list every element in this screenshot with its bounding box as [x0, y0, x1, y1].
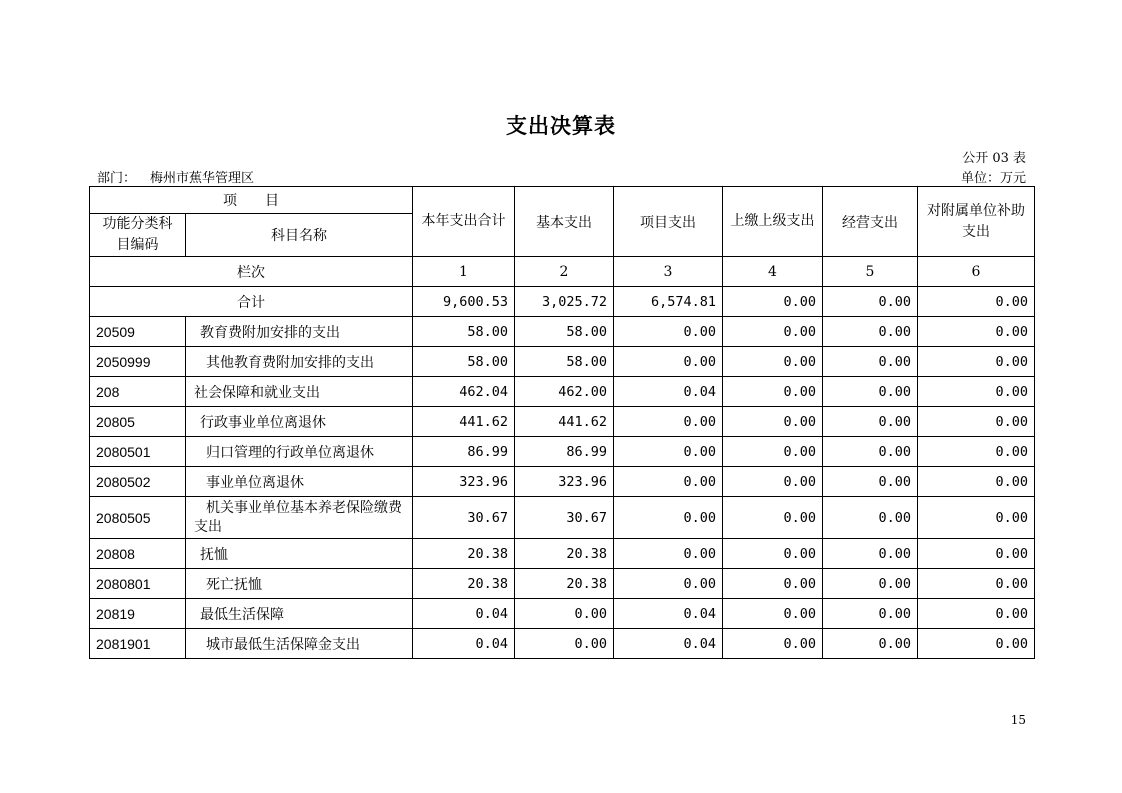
row-value: 20.38: [515, 539, 614, 569]
total-value: 0.00: [723, 287, 823, 317]
row-value: 441.62: [515, 407, 614, 437]
row-value: 0.00: [918, 407, 1035, 437]
row-code: 2080505: [90, 497, 186, 539]
table-row: [90, 629, 1035, 659]
page-title: 支出决算表: [506, 113, 616, 138]
row-value: 30.67: [515, 497, 614, 539]
total-label: 合计: [90, 287, 413, 317]
row-name: 机关事业单位基本养老保险缴费支出: [186, 497, 413, 539]
row-value: 86.99: [413, 437, 515, 467]
seq-number: 1: [413, 257, 515, 287]
table-row: [90, 317, 1035, 347]
row-value: 20.38: [515, 569, 614, 599]
row-name: 抚恤: [186, 539, 413, 569]
row-value: 0.00: [614, 539, 723, 569]
header-func-code: 功能分类科目编码: [90, 214, 186, 257]
table-row: [90, 467, 1035, 497]
total-value: 3,025.72: [515, 287, 614, 317]
row-value: 0.00: [614, 437, 723, 467]
header-col-operating: 经营支出: [823, 187, 918, 257]
department-label: 部门：: [97, 171, 137, 186]
header-col-total: 本年支出合计: [413, 187, 515, 257]
header-col-remit: 上缴上级支出: [723, 187, 823, 257]
row-value: 0.00: [823, 569, 918, 599]
row-value: 58.00: [413, 347, 515, 377]
row-value: 462.04: [413, 377, 515, 407]
row-value: 0.00: [723, 377, 823, 407]
row-value: 0.04: [413, 629, 515, 659]
row-name: 其他教育费附加安排的支出: [186, 347, 413, 377]
total-value: 6,574.81: [614, 287, 723, 317]
row-value: 58.00: [413, 317, 515, 347]
row-value: 0.00: [918, 497, 1035, 539]
row-code: 208: [90, 377, 186, 407]
row-value: 0.00: [723, 347, 823, 377]
total-row: [90, 287, 1035, 317]
row-value: 0.04: [614, 377, 723, 407]
row-value: 0.00: [515, 629, 614, 659]
row-code: 20509: [90, 317, 186, 347]
row-value: 0.00: [614, 569, 723, 599]
row-value: 0.00: [918, 467, 1035, 497]
unit-label: 单位：万元: [960, 171, 1026, 186]
header-col-subsidy: 对附属单位补助支出: [918, 187, 1035, 257]
row-value: 86.99: [515, 437, 614, 467]
row-value: 0.00: [823, 629, 918, 659]
total-value: 9,600.53: [413, 287, 515, 317]
row-code: 2081901: [90, 629, 186, 659]
row-code: 2080502: [90, 467, 186, 497]
row-value: 0.04: [614, 599, 723, 629]
row-value: 0.00: [723, 599, 823, 629]
row-name: 行政事业单位离退休: [186, 407, 413, 437]
seq-number: 2: [515, 257, 614, 287]
header-item: 项 目: [90, 187, 413, 214]
seq-label: 栏次: [90, 257, 413, 287]
row-name: 死亡抚恤: [186, 569, 413, 599]
seq-number: 3: [614, 257, 723, 287]
row-value: 0.00: [918, 599, 1035, 629]
row-value: 0.00: [918, 539, 1035, 569]
row-value: 0.00: [823, 347, 918, 377]
row-name: 归口管理的行政单位离退休: [186, 437, 413, 467]
row-value: 0.00: [614, 497, 723, 539]
row-value: 0.00: [723, 629, 823, 659]
row-code: 2080801: [90, 569, 186, 599]
seq-number: 4: [723, 257, 823, 287]
header-col-basic: 基本支出: [515, 187, 614, 257]
row-value: 0.00: [823, 539, 918, 569]
table-row: [90, 497, 1035, 539]
row-code: 20808: [90, 539, 186, 569]
total-value: 0.00: [918, 287, 1035, 317]
seq-row: [90, 257, 1035, 287]
row-value: 323.96: [413, 467, 515, 497]
table-row: [90, 377, 1035, 407]
row-value: 0.00: [823, 407, 918, 437]
row-value: 0.00: [918, 629, 1035, 659]
row-code: 2080501: [90, 437, 186, 467]
row-value: 0.00: [614, 347, 723, 377]
department-value: 梅州市蕉华管理区: [150, 171, 255, 186]
row-name: 城市最低生活保障金支出: [186, 629, 413, 659]
row-value: 0.00: [614, 317, 723, 347]
table-row: [90, 437, 1035, 467]
row-value: 0.00: [723, 497, 823, 539]
row-value: 462.00: [515, 377, 614, 407]
total-value: 0.00: [823, 287, 918, 317]
table-row: [90, 347, 1035, 377]
row-value: 58.00: [515, 347, 614, 377]
row-value: 0.00: [823, 599, 918, 629]
row-value: 0.00: [918, 569, 1035, 599]
row-value: 0.00: [823, 467, 918, 497]
row-value: 20.38: [413, 569, 515, 599]
seq-number: 5: [823, 257, 918, 287]
row-value: 0.00: [723, 407, 823, 437]
row-value: 58.00: [515, 317, 614, 347]
header-col-project: 项目支出: [614, 187, 723, 257]
row-value: 0.04: [614, 629, 723, 659]
row-value: 0.00: [823, 317, 918, 347]
row-name: 事业单位离退休: [186, 467, 413, 497]
row-value: 0.00: [823, 497, 918, 539]
expenditure-table: [89, 186, 1035, 659]
row-code: 20819: [90, 599, 186, 629]
row-value: 0.00: [918, 437, 1035, 467]
row-value: 0.00: [918, 377, 1035, 407]
row-code: 20805: [90, 407, 186, 437]
page-number: 15: [1010, 713, 1026, 727]
row-value: 0.00: [723, 317, 823, 347]
row-value: 0.00: [723, 539, 823, 569]
table-row: [90, 599, 1035, 629]
row-value: 441.62: [413, 407, 515, 437]
row-value: 0.00: [614, 407, 723, 437]
row-value: 0.00: [723, 569, 823, 599]
row-value: 30.67: [413, 497, 515, 539]
row-value: 0.00: [515, 599, 614, 629]
row-code: 2050999: [90, 347, 186, 377]
row-value: 0.00: [614, 467, 723, 497]
table-row: [90, 569, 1035, 599]
header-subject-name: 科目名称: [186, 214, 413, 257]
row-value: 0.00: [823, 377, 918, 407]
row-value: 0.00: [918, 347, 1035, 377]
row-value: 20.38: [413, 539, 515, 569]
form-number: 公开 03 表: [962, 151, 1026, 166]
seq-number: 6: [918, 257, 1035, 287]
row-name: 社会保障和就业支出: [186, 377, 413, 407]
row-name: 教育费附加安排的支出: [186, 317, 413, 347]
row-value: 0.00: [823, 437, 918, 467]
row-value: 0.00: [723, 467, 823, 497]
table-row: [90, 539, 1035, 569]
header-row-1: [90, 187, 1035, 214]
table-row: [90, 407, 1035, 437]
row-value: 0.04: [413, 599, 515, 629]
department-line: [97, 167, 254, 186]
row-name: 最低生活保障: [186, 599, 413, 629]
row-value: 0.00: [918, 317, 1035, 347]
row-value: 323.96: [515, 467, 614, 497]
row-value: 0.00: [723, 437, 823, 467]
